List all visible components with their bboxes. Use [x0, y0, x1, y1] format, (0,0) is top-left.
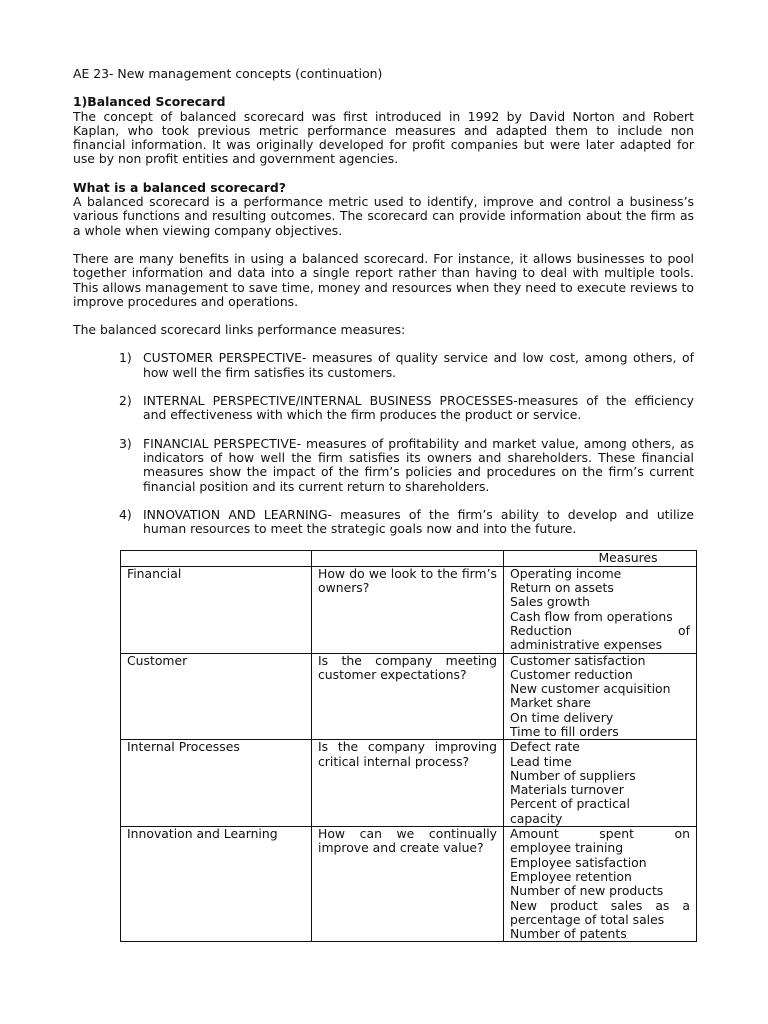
- measures-cell: [504, 740, 697, 827]
- perspective-cell: Innovation and Learning: [121, 827, 312, 942]
- question-cell: How do we look to the firm’s owners?: [312, 566, 504, 653]
- measure-item: capacity: [510, 810, 563, 826]
- section-heading-what-is: What is a balanced scorecard?: [73, 179, 286, 195]
- perspective-cell: Internal Processes: [121, 740, 312, 827]
- list-item: 2) INTERNAL PERSPECTIVE/INTERNAL BUSINESS PROCESSES-measures of the efficiency and effectiveness with which the firm produces the product or service.: [119, 393, 694, 423]
- measure-item: Cash flow from operations: [510, 608, 673, 624]
- measure-item: Percent of practical: [510, 796, 630, 812]
- measure-item: Defect rate: [510, 739, 580, 755]
- measure-item: Operating income: [510, 565, 622, 581]
- list-item: 3) FINANCIAL PERSPECTIVE- measures of profitability and market value, among others, as indicators of how well the firm satisfies its owners and shareholders. These financial measures show the impact of the firm’s policies and procedures on the firm’s current financial position and its current return to shareholders.: [119, 435, 694, 494]
- table-row: [121, 566, 697, 653]
- scorecard-table: [120, 550, 697, 942]
- measure-item: Amount spent on: [510, 826, 690, 842]
- list-item: 1) CUSTOMER PERSPECTIVE- measures of quality service and low cost, among others, of how well the firm satisfies its customers.: [119, 350, 694, 380]
- document-page: [73, 67, 694, 942]
- table-row: [121, 653, 697, 740]
- measure-item: Reduction of: [510, 622, 690, 638]
- measures-cell: [504, 827, 697, 942]
- question-cell: Is the company meeting customer expectations?: [312, 653, 504, 740]
- measure-item: Employee satisfaction: [510, 854, 647, 870]
- definition-paragraph: A balanced scorecard is a performance metric used to identify, improve and control a business’s various functions and resulting outcomes. The scorecard can provide information about the firm as a whole when viewing company objectives.: [73, 194, 694, 238]
- document-title: AE 23- New management concepts (continuation): [73, 66, 383, 81]
- intro-paragraph: The concept of balanced scorecard was first introduced in 1992 by David Norton and Robert Kaplan, who took previous metric performance measures and adapted them to include non financial information. It was originally developed for profit companies but were later adapted for use by non profit entities and government agencies.: [73, 108, 694, 167]
- table-row: [121, 827, 697, 942]
- perspective-cell: Financial: [121, 566, 312, 653]
- measures-header: Measures: [504, 551, 697, 566]
- measure-item: Time to fill orders: [510, 723, 619, 739]
- list-item: 4) INNOVATION AND LEARNING- measures of the firm’s ability to develop and utilize human resources to meet the strategic goals now and into the future.: [119, 506, 694, 537]
- measure-item: Number of suppliers: [510, 767, 636, 783]
- measure-item: employee training: [510, 840, 624, 856]
- benefits-paragraph: There are many benefits in using a balanced scorecard. For instance, it allows businesses to pool together information and data into a single report rather than having to deal with multiple tools. This allows management to save time, money and resources when they need to execute reviews to improve procedures and operations.: [73, 250, 694, 309]
- question-cell: How can we continually improve and create value?: [312, 827, 504, 942]
- question-cell: Is the company improving critical internal process?: [312, 740, 504, 827]
- measure-item: percentage of total sales: [510, 911, 665, 927]
- measure-item: Number of patents: [510, 926, 627, 942]
- measure-item: Materials turnover: [510, 782, 624, 798]
- measure-item: Customer satisfaction: [510, 652, 646, 668]
- measures-cell: [504, 566, 697, 653]
- section-heading-balanced-scorecard: 1)Balanced Scorecard: [73, 94, 226, 110]
- measure-item: Lead time: [510, 753, 572, 769]
- measure-item: New product sales as a: [510, 897, 690, 913]
- measure-item: Number of new products: [510, 883, 664, 899]
- table-header-row: [121, 551, 697, 566]
- measure-item: Market share: [510, 695, 591, 711]
- links-paragraph: The balanced scorecard links performance measures:: [73, 322, 406, 338]
- perspective-cell: Customer: [121, 653, 312, 740]
- measures-cell: [504, 653, 697, 740]
- measure-item: Customer reduction: [510, 666, 633, 682]
- perspectives-list: [73, 351, 694, 536]
- measure-item: administrative expenses: [510, 637, 663, 653]
- measure-item: On time delivery: [510, 709, 614, 725]
- measure-item: New customer acquisition: [510, 681, 671, 697]
- measure-item: Employee retention: [510, 868, 632, 884]
- measure-item: Sales growth: [510, 594, 591, 610]
- table-row: [121, 740, 697, 827]
- measure-item: Return on assets: [510, 580, 614, 596]
